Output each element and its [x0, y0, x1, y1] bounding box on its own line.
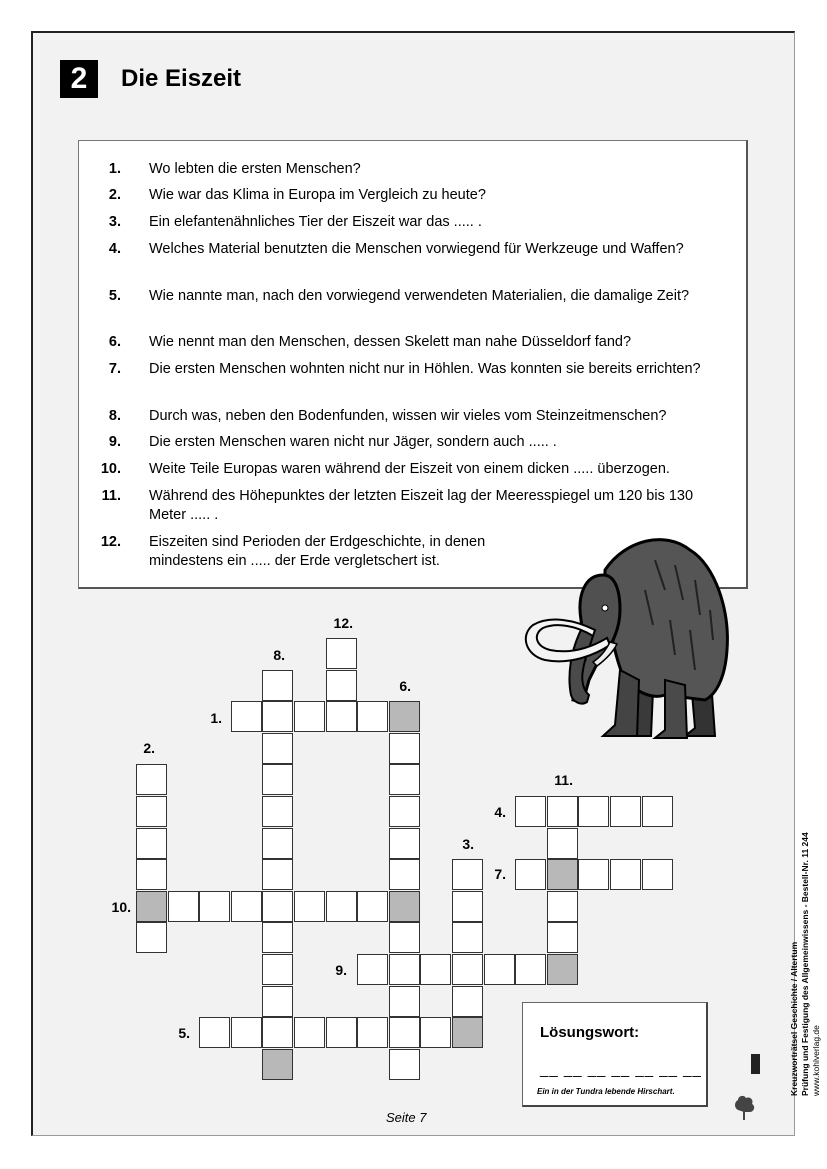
- question-number: 4.: [108, 241, 121, 257]
- clue-label-4: 4.: [494, 804, 506, 820]
- question-number: 2.: [108, 187, 121, 203]
- question-text: Wie war das Klima in Europa im Vergleich zu heute?: [149, 187, 486, 203]
- question-text: Ein elefantenähnliches Tier der Eiszeit war das ..... .: [149, 214, 482, 230]
- crossword-cell[interactable]: [326, 1017, 357, 1048]
- solution-blanks[interactable]: __ __ __ __ __ __ __: [540, 1061, 702, 1078]
- crossword-cell[interactable]: [420, 954, 451, 985]
- crossword-cell[interactable]: [389, 733, 420, 764]
- side-imprint-line-3: www.kohlverlag.de: [811, 1025, 821, 1096]
- crossword-cell-solution[interactable]: [389, 891, 420, 922]
- crossword-cell[interactable]: [262, 701, 293, 732]
- crossword-cell[interactable]: [610, 859, 641, 890]
- question-number: 9.: [108, 434, 121, 450]
- crossword-cell-solution[interactable]: [136, 891, 167, 922]
- crossword-cell[interactable]: [357, 701, 388, 732]
- crossword-cell[interactable]: [262, 891, 293, 922]
- clue-label-2: 2.: [143, 740, 155, 756]
- question-number: 11.: [101, 488, 121, 504]
- crossword-cell[interactable]: [262, 859, 293, 890]
- question-text: Weite Teile Europas waren während der Eiszeit von einem dicken ..... überzogen.: [149, 461, 670, 477]
- crossword-cell[interactable]: [452, 891, 483, 922]
- crossword-cell[interactable]: [326, 638, 357, 669]
- crossword-cell[interactable]: [547, 922, 578, 953]
- crossword-cell[interactable]: [515, 859, 546, 890]
- crossword-cell[interactable]: [168, 891, 199, 922]
- clue-label-3: 3.: [462, 836, 474, 852]
- solution-hint: Ein in der Tundra lebende Hirschart.: [537, 1087, 675, 1096]
- crossword-cell[interactable]: [642, 796, 673, 827]
- crossword-cell-solution[interactable]: [547, 954, 578, 985]
- clue-label-11: 11.: [554, 772, 573, 788]
- page-number: Seite 7: [386, 1110, 427, 1125]
- clue-label-1: 1.: [210, 710, 222, 726]
- crossword-cell[interactable]: [547, 891, 578, 922]
- crossword-cell[interactable]: [642, 859, 673, 890]
- crossword-cell[interactable]: [231, 1017, 262, 1048]
- question-text: Wo lebten die ersten Menschen?: [149, 161, 361, 177]
- crossword-cell-solution[interactable]: [389, 701, 420, 732]
- crossword-cell[interactable]: [294, 891, 325, 922]
- crossword-cell[interactable]: [515, 796, 546, 827]
- crossword-cell[interactable]: [389, 1049, 420, 1080]
- solution-box: [522, 1002, 708, 1107]
- crossword-cell[interactable]: [326, 701, 357, 732]
- crossword-cell[interactable]: [294, 1017, 325, 1048]
- question-number: 7.: [108, 361, 121, 377]
- crossword-cell[interactable]: [357, 954, 388, 985]
- crossword-cell[interactable]: [294, 701, 325, 732]
- crossword-cell[interactable]: [389, 1017, 420, 1048]
- crossword-cell[interactable]: [136, 859, 167, 890]
- crossword-cell[interactable]: [578, 796, 609, 827]
- crossword-cell[interactable]: [547, 828, 578, 859]
- solution-label: Lösungswort:: [540, 1024, 640, 1041]
- crossword-cell[interactable]: [262, 828, 293, 859]
- crossword-cell[interactable]: [262, 986, 293, 1017]
- question-number: 12.: [100, 534, 121, 550]
- crossword-cell-solution[interactable]: [262, 1049, 293, 1080]
- crossword-cell[interactable]: [231, 891, 262, 922]
- crossword-cell[interactable]: [231, 701, 262, 732]
- crossword-cell[interactable]: [262, 1017, 293, 1048]
- crossword-cell[interactable]: [199, 1017, 230, 1048]
- crossword-cell[interactable]: [578, 859, 609, 890]
- question-text: Wie nennt man den Menschen, dessen Skelett man nahe Düsseldorf fand?: [149, 334, 632, 350]
- sheet-number-badge: 2: [60, 60, 98, 98]
- crossword-cell[interactable]: [389, 859, 420, 890]
- question-text: Die ersten Menschen waren nicht nur Jäger, sondern auch ..... .: [149, 434, 557, 450]
- crossword-cell[interactable]: [389, 796, 420, 827]
- question-text: Während des Höhepunktes der letzten Eiszeit lag der Meeresspiegel um 120 bis 130 Meter ..... .: [149, 488, 694, 523]
- crossword-cell[interactable]: [389, 986, 420, 1017]
- crossword-cell[interactable]: [389, 954, 420, 985]
- question-number: 1.: [108, 161, 121, 177]
- crossword-cell[interactable]: [389, 764, 420, 795]
- questions-box: [78, 140, 748, 589]
- crossword-cell[interactable]: [515, 954, 546, 985]
- crossword-cell[interactable]: [262, 796, 293, 827]
- crossword-cell[interactable]: [326, 670, 357, 701]
- crossword-cell[interactable]: [357, 891, 388, 922]
- question-text: Die ersten Menschen wohnten nicht nur in Höhlen. Was konnten sie bereits errichten?: [149, 361, 701, 377]
- crossword-cell[interactable]: [262, 733, 293, 764]
- mammoth-illustration: [515, 530, 735, 745]
- crossword-cell[interactable]: [389, 922, 420, 953]
- crossword-cell[interactable]: [199, 891, 230, 922]
- crossword-cell[interactable]: [326, 891, 357, 922]
- question-number: 6.: [108, 334, 121, 350]
- question-number: 10.: [100, 461, 121, 477]
- crossword-cell[interactable]: [262, 922, 293, 953]
- crossword-cell[interactable]: [610, 796, 641, 827]
- question-number: 8.: [108, 408, 121, 424]
- crossword-cell[interactable]: [262, 670, 293, 701]
- crossword-cell[interactable]: [452, 922, 483, 953]
- crossword-cell[interactable]: [484, 954, 515, 985]
- crossword-cell[interactable]: [262, 764, 293, 795]
- crossword-cell[interactable]: [420, 1017, 451, 1048]
- clue-label-12: 12.: [333, 615, 353, 631]
- page-title: Die Eiszeit: [121, 65, 242, 92]
- question-text: Wie nannte man, nach den vorwiegend verwendeten Materialien, die damalige Zeit?: [149, 288, 690, 304]
- crossword-cell[interactable]: [452, 986, 483, 1017]
- crossword-cell-solution[interactable]: [547, 859, 578, 890]
- side-imprint-line-1: Kreuzworträtsel Geschichte / Altertum: [789, 941, 799, 1096]
- crossword-cell[interactable]: [262, 954, 293, 985]
- clue-label-10: 10.: [111, 899, 131, 915]
- crossword-cell[interactable]: [136, 922, 167, 953]
- question-number: 5.: [108, 288, 121, 304]
- side-imprint-line-2: Prüfung und Festigung des Allgemeinwissens - Bestell-Nr. 11 244: [800, 832, 810, 1096]
- clue-label-8: 8.: [273, 647, 285, 663]
- crossword-cell[interactable]: [547, 796, 578, 827]
- clue-label-5: 5.: [178, 1025, 190, 1041]
- clue-label-9: 9.: [335, 962, 347, 978]
- crossword-cell[interactable]: [357, 1017, 388, 1048]
- crossword-cell-solution[interactable]: [452, 1017, 483, 1048]
- crossword-cell[interactable]: [452, 954, 483, 985]
- question-text: Durch was, neben den Bodenfunden, wissen wir vieles vom Steinzeitmenschen?: [149, 408, 667, 424]
- crossword-cell[interactable]: [136, 796, 167, 827]
- clue-label-7: 7.: [494, 866, 506, 882]
- clue-label-6: 6.: [399, 678, 411, 694]
- publisher-logo-icon: [732, 1052, 762, 1124]
- side-imprint: [789, 832, 822, 1096]
- crossword-cell[interactable]: [136, 828, 167, 859]
- crossword-cell[interactable]: [389, 828, 420, 859]
- crossword-cell[interactable]: [136, 764, 167, 795]
- question-text: Welches Material benutzten die Menschen vorwiegend für Werkzeuge und Waffen?: [149, 241, 684, 257]
- question-text: Eiszeiten sind Perioden der Erdgeschichte, in denen mindestens ein ..... der Erde vergletschert ist.: [149, 534, 486, 569]
- question-number: 3.: [108, 214, 121, 230]
